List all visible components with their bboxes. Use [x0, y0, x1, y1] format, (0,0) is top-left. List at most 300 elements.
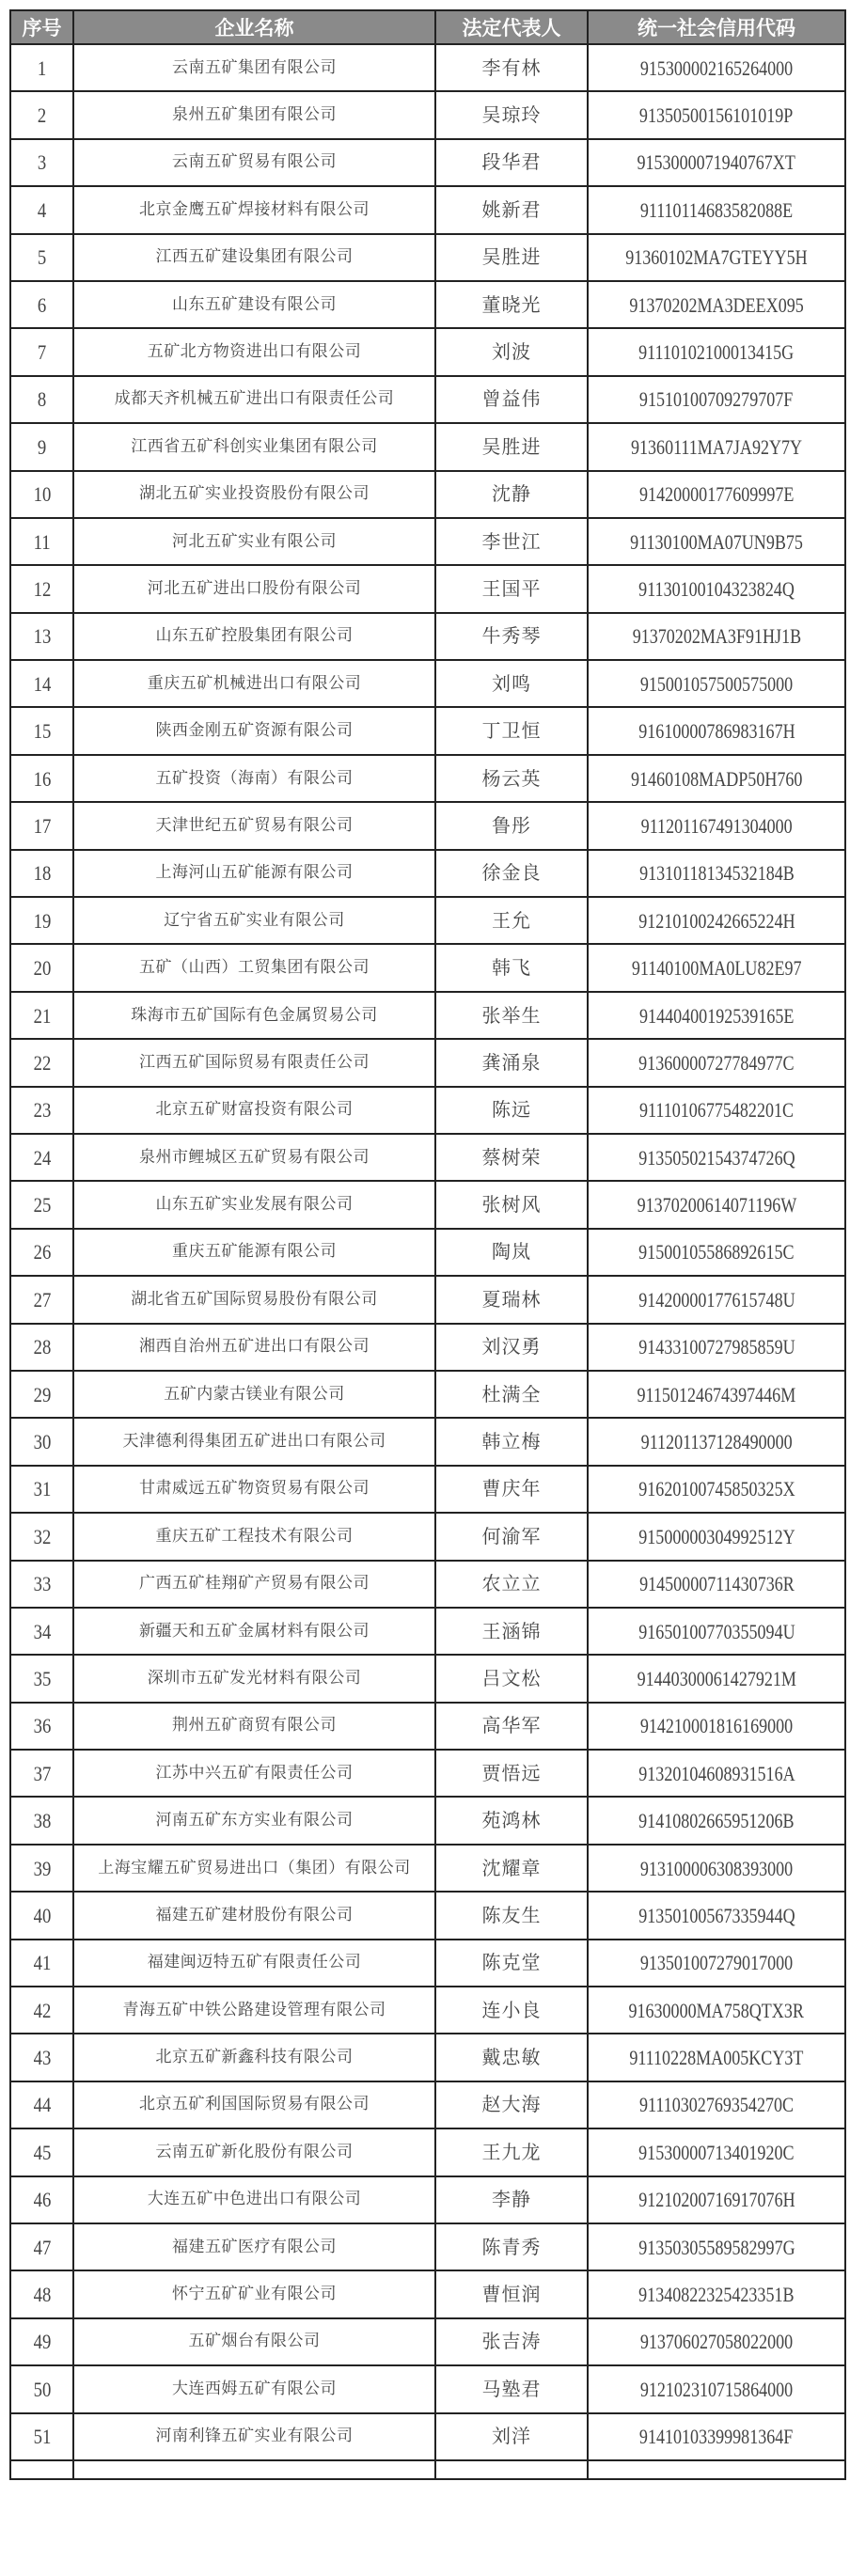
row-seq-cell — [10, 2223, 73, 2270]
legal-representative-cell — [435, 44, 588, 91]
credit-code: 91320104608931516A — [638, 1761, 795, 1785]
company-name: 珠海市五矿国际有色金属贸易公司 — [131, 1005, 378, 1025]
credit-code: 91410802665951206B — [638, 1809, 795, 1833]
company-name: 五矿烟台有限公司 — [188, 2332, 321, 2351]
company-name: 山东五矿实业发展有限公司 — [155, 1195, 354, 1215]
table-row — [10, 2270, 845, 2317]
row-seq-cell — [10, 2128, 73, 2175]
legal-representative: 姚新君 — [481, 197, 542, 221]
legal-representative-cell — [435, 281, 588, 328]
company-name-cell — [73, 613, 435, 660]
table-row — [10, 1608, 845, 1655]
credit-code-cell — [588, 1797, 845, 1844]
company-name: 北京五矿利国国际贸易有限公司 — [139, 2095, 370, 2114]
credit-code: 913100006308393000 — [639, 1856, 794, 1880]
company-name: 山东五矿控股集团有限公司 — [155, 626, 354, 646]
credit-code: 91460108MADP50H760 — [630, 766, 803, 791]
company-name-cell — [73, 91, 435, 138]
legal-representative-cell — [435, 328, 588, 375]
company-name-cell — [73, 1276, 435, 1323]
company-name: 重庆五矿机械进出口有限公司 — [147, 673, 362, 693]
legal-representative: 韩立梅 — [481, 1430, 542, 1453]
credit-code: 91530000713401920C — [638, 2140, 795, 2164]
legal-representative: 王涵锦 — [481, 1619, 542, 1642]
legal-representative-cell — [435, 802, 588, 849]
table-row — [10, 1324, 845, 1371]
credit-code: 91350100567335944Q — [638, 1903, 795, 1927]
credit-code: 91630000MA758QTX3R — [628, 1998, 805, 2022]
credit-code-cell — [588, 2034, 845, 2081]
company-name-cell — [73, 1324, 435, 1371]
row-seq: 49 — [33, 2330, 51, 2354]
legal-representative: 曹庆年 — [481, 1477, 542, 1500]
enterprise-table — [9, 9, 846, 2480]
header-credit-code: 统一社会信用代码 — [588, 10, 845, 44]
company-name: 湖北省五矿国际贸易股份有限公司 — [131, 1289, 378, 1309]
company-name: 上海宝耀五矿贸易进出口（集团）有限公司 — [98, 1858, 411, 1877]
company-name-cell — [73, 2223, 435, 2270]
table-row — [10, 944, 845, 991]
table-row — [10, 660, 845, 707]
row-seq-cell — [10, 1987, 73, 2034]
row-seq-cell — [10, 2318, 73, 2365]
company-name: 新疆天和五矿金属材料有限公司 — [139, 1621, 370, 1641]
empty-cell — [435, 2460, 588, 2479]
company-name: 北京金鹰五矿焊接材料有限公司 — [139, 199, 370, 219]
table-row — [10, 992, 845, 1039]
row-seq-cell — [10, 565, 73, 612]
legal-representative: 刘鸣 — [492, 671, 531, 695]
credit-code: 911201137128490000 — [640, 1430, 793, 1454]
credit-code-cell — [588, 1371, 845, 1418]
company-name-cell — [73, 1466, 435, 1513]
table-row — [10, 755, 845, 802]
empty-cell — [10, 2460, 73, 2479]
row-seq: 34 — [33, 1619, 51, 1643]
company-name-cell — [73, 2413, 435, 2460]
credit-code-cell — [588, 234, 845, 281]
row-seq-cell — [10, 1513, 73, 1560]
credit-code-cell — [588, 91, 845, 138]
credit-code-cell — [588, 471, 845, 518]
legal-representative: 张举生 — [481, 1003, 542, 1027]
table-row — [10, 186, 845, 233]
row-seq-cell — [10, 1655, 73, 1702]
row-seq-cell — [10, 2270, 73, 2317]
legal-representative: 张吉涛 — [481, 2330, 542, 2353]
table-row — [10, 518, 845, 565]
legal-representative-cell — [435, 707, 588, 754]
table-row — [10, 1892, 845, 1939]
legal-representative: 龚涌泉 — [481, 1050, 542, 1074]
credit-code-cell — [588, 897, 845, 944]
company-name-cell — [73, 1134, 435, 1181]
row-seq: 51 — [33, 2425, 51, 2449]
company-name-cell — [73, 376, 435, 423]
company-name: 江西五矿建设集团有限公司 — [155, 247, 354, 267]
company-name: 大连西姆五矿有限公司 — [172, 2379, 337, 2398]
row-seq-cell — [10, 1087, 73, 1134]
company-name: 泉州五矿集团有限公司 — [172, 105, 337, 125]
credit-code: 91440400192539165E — [638, 1003, 795, 1028]
legal-representative-cell — [435, 1276, 588, 1323]
credit-code-cell — [588, 1087, 845, 1134]
table-row — [10, 1655, 845, 1702]
credit-code: 914210001816169000 — [639, 1714, 794, 1738]
company-name: 五矿（山西）工贸集团有限公司 — [139, 958, 370, 978]
table-row — [10, 139, 845, 186]
row-seq-cell — [10, 1418, 73, 1465]
legal-representative-cell — [435, 1608, 588, 1655]
credit-code: 91510100709279707F — [639, 387, 794, 412]
table-row — [10, 2318, 845, 2365]
company-name-cell — [73, 1655, 435, 1702]
company-name-cell — [73, 1608, 435, 1655]
company-name: 河北五矿进出口股份有限公司 — [147, 578, 362, 598]
row-seq-cell — [10, 992, 73, 1039]
legal-representative-cell — [435, 1087, 588, 1134]
credit-code: 91140100MA0LU82E97 — [631, 956, 802, 981]
credit-code-cell — [588, 850, 845, 897]
company-name-cell — [73, 471, 435, 518]
legal-representative: 苑鸿林 — [481, 1809, 542, 1832]
credit-code: 91370202MA3F91HJ1B — [632, 624, 801, 649]
legal-representative-cell — [435, 1940, 588, 1987]
credit-code: 91450000711430736R — [638, 1572, 795, 1596]
legal-representative: 王九龙 — [481, 2140, 542, 2163]
credit-code: 91360111MA7JA92Y7Y — [630, 434, 803, 459]
legal-representative: 牛秀琴 — [481, 624, 542, 648]
company-name-cell — [73, 802, 435, 849]
credit-code-cell — [588, 2318, 845, 2365]
legal-representative-cell — [435, 518, 588, 565]
table-row — [10, 1513, 845, 1560]
row-seq-cell — [10, 1371, 73, 1418]
row-seq: 28 — [33, 1335, 51, 1359]
row-seq: 37 — [33, 1761, 51, 1785]
table-row — [10, 328, 845, 375]
credit-code: 91360102MA7GTEYY5H — [625, 245, 808, 270]
table-header-row — [10, 10, 845, 44]
row-seq: 6 — [37, 292, 47, 317]
company-name: 上海河山五矿能源有限公司 — [155, 863, 354, 883]
row-seq-cell — [10, 944, 73, 991]
row-seq-cell — [10, 1703, 73, 1750]
legal-representative-cell — [435, 1324, 588, 1371]
legal-representative-cell — [435, 186, 588, 233]
company-name-cell — [73, 2034, 435, 2081]
row-seq-cell — [10, 518, 73, 565]
row-seq: 42 — [33, 1998, 51, 2022]
legal-representative-cell — [435, 613, 588, 660]
row-seq: 2 — [37, 103, 47, 128]
legal-representative: 陈青秀 — [481, 2235, 542, 2258]
table-row — [10, 802, 845, 849]
row-seq: 4 — [37, 197, 47, 222]
legal-representative-cell — [435, 1371, 588, 1418]
row-seq-cell — [10, 376, 73, 423]
company-name: 青海五矿中铁公路建设管理有限公司 — [122, 2000, 386, 2019]
company-name: 深圳市五矿发光材料有限公司 — [147, 1668, 362, 1688]
company-name-cell — [73, 707, 435, 754]
credit-code: 91110106775482201C — [638, 1098, 795, 1123]
legal-representative: 沈耀章 — [481, 1856, 542, 1879]
row-seq-cell — [10, 802, 73, 849]
company-name: 云南五矿集团有限公司 — [172, 57, 337, 77]
credit-code: 91500105586892615C — [638, 1240, 795, 1264]
credit-code-cell — [588, 1418, 845, 1465]
company-name-cell — [73, 2318, 435, 2365]
legal-representative-cell — [435, 1750, 588, 1797]
company-name: 北京五矿新鑫科技有限公司 — [155, 2048, 354, 2067]
row-seq: 30 — [33, 1430, 51, 1454]
credit-code: 91110102100013415G — [638, 340, 795, 365]
legal-representative-cell — [435, 2270, 588, 2317]
legal-representative: 李静 — [492, 2188, 531, 2211]
company-name: 云南五矿新化股份有限公司 — [155, 2142, 354, 2161]
legal-representative: 陈远 — [492, 1098, 531, 1122]
row-seq: 25 — [33, 1193, 51, 1217]
credit-code-cell — [588, 44, 845, 91]
credit-code-cell — [588, 1987, 845, 2034]
row-seq-cell — [10, 1608, 73, 1655]
table-row — [10, 897, 845, 944]
row-seq: 46 — [33, 2188, 51, 2212]
row-seq: 40 — [33, 1903, 51, 1927]
credit-code-cell — [588, 1229, 845, 1276]
row-seq-cell — [10, 1466, 73, 1513]
credit-code-cell — [588, 1892, 845, 1939]
company-name: 五矿投资（海南）有限公司 — [155, 768, 354, 788]
company-name: 辽宁省五矿实业有限公司 — [164, 910, 345, 930]
credit-code: 91440300061427921M — [637, 1666, 796, 1690]
legal-representative-cell — [435, 897, 588, 944]
row-seq-cell — [10, 1324, 73, 1371]
company-name-cell — [73, 660, 435, 707]
credit-code: 91433100727985859U — [638, 1335, 795, 1359]
table-row — [10, 707, 845, 754]
credit-code: 91370200614071196W — [637, 1193, 796, 1217]
legal-representative: 戴忠敏 — [481, 2046, 542, 2069]
company-name: 重庆五矿能源有限公司 — [172, 1242, 337, 1262]
table-row — [10, 1750, 845, 1797]
credit-code-cell — [588, 1561, 845, 1608]
company-name: 福建五矿医疗有限公司 — [172, 2237, 337, 2256]
company-name-cell — [73, 992, 435, 1039]
table-row — [10, 2223, 845, 2270]
row-seq: 22 — [33, 1050, 51, 1075]
row-seq-cell — [10, 471, 73, 518]
credit-code: 91620100745850325X — [638, 1477, 795, 1501]
row-seq-cell — [10, 707, 73, 754]
company-name: 福建五矿建材股份有限公司 — [155, 1905, 354, 1924]
company-name-cell — [73, 234, 435, 281]
table-row — [10, 44, 845, 91]
row-seq: 18 — [33, 861, 51, 886]
legal-representative: 王允 — [492, 908, 531, 932]
row-seq: 16 — [33, 766, 51, 791]
table-row — [10, 1134, 845, 1181]
company-name-cell — [73, 1087, 435, 1134]
credit-code-cell — [588, 328, 845, 375]
row-seq: 15 — [33, 719, 51, 744]
company-name-cell — [73, 281, 435, 328]
credit-code-cell — [588, 944, 845, 991]
credit-code-cell — [588, 2081, 845, 2128]
credit-code-cell — [588, 376, 845, 423]
credit-code: 91110228MA005KCY3T — [629, 2046, 804, 2070]
legal-representative: 夏瑞林 — [481, 1287, 542, 1311]
row-seq: 50 — [33, 2377, 51, 2401]
row-seq-cell — [10, 1134, 73, 1181]
legal-representative-cell — [435, 660, 588, 707]
credit-code-cell — [588, 992, 845, 1039]
row-seq: 29 — [33, 1382, 51, 1406]
company-name: 福建闽迈特五矿有限责任公司 — [147, 1953, 362, 1972]
row-seq: 27 — [33, 1287, 51, 1312]
row-seq-cell — [10, 2365, 73, 2412]
company-name-cell — [73, 328, 435, 375]
company-name-cell — [73, 897, 435, 944]
legal-representative: 陈克堂 — [481, 1951, 542, 1974]
legal-representative: 杨云英 — [481, 766, 542, 790]
company-name-cell — [73, 2176, 435, 2223]
legal-representative: 蔡树荣 — [481, 1145, 542, 1169]
company-name-cell — [73, 1418, 435, 1465]
row-seq: 43 — [33, 2046, 51, 2070]
legal-representative: 陈友生 — [481, 1903, 542, 1926]
credit-code-cell — [588, 1466, 845, 1513]
credit-code-cell — [588, 281, 845, 328]
legal-representative-cell — [435, 2128, 588, 2175]
row-seq: 31 — [33, 1477, 51, 1501]
table-row — [10, 281, 845, 328]
table-row — [10, 2128, 845, 2175]
company-name: 江苏中兴五矿有限责任公司 — [155, 1763, 354, 1783]
row-seq-cell — [10, 1940, 73, 1987]
credit-code-cell — [588, 1655, 845, 1702]
company-name: 五矿内蒙古镁业有限公司 — [164, 1384, 345, 1404]
row-seq-cell — [10, 91, 73, 138]
credit-code: 91130100MA07UN9B75 — [630, 529, 803, 554]
row-seq: 38 — [33, 1809, 51, 1833]
table-row-partial — [10, 2460, 845, 2479]
company-name-cell — [73, 755, 435, 802]
row-seq: 45 — [33, 2140, 51, 2164]
legal-representative: 高华军 — [481, 1714, 542, 1737]
row-seq-cell — [10, 2176, 73, 2223]
company-name: 广西五矿桂翔矿产贸易有限公司 — [139, 1574, 370, 1594]
company-name-cell — [73, 2365, 435, 2412]
credit-code: 91420000177609997E — [638, 482, 795, 507]
company-name-cell — [73, 2270, 435, 2317]
legal-representative-cell — [435, 565, 588, 612]
legal-representative-cell — [435, 1039, 588, 1086]
company-name-cell — [73, 1750, 435, 1797]
table-row — [10, 1703, 845, 1750]
company-name-cell — [73, 1513, 435, 1560]
row-seq-cell — [10, 755, 73, 802]
legal-representative-cell — [435, 1797, 588, 1844]
company-name-cell — [73, 565, 435, 612]
legal-representative: 陶岚 — [492, 1240, 531, 1264]
row-seq: 41 — [33, 1951, 51, 1975]
credit-code-cell — [588, 1750, 845, 1797]
row-seq-cell — [10, 660, 73, 707]
company-name-cell — [73, 850, 435, 897]
legal-representative-cell — [435, 234, 588, 281]
row-seq: 17 — [33, 813, 51, 838]
credit-code: 91530000216526400​0 — [639, 55, 794, 80]
company-name-cell — [73, 1987, 435, 2034]
legal-representative: 吴胜进 — [481, 245, 542, 269]
header-company-name: 企业名称 — [73, 10, 435, 44]
legal-representative-cell — [435, 1892, 588, 1939]
table-row — [10, 1039, 845, 1086]
legal-representative-cell — [435, 2318, 588, 2365]
credit-code-cell — [588, 2413, 845, 2460]
table-row — [10, 2081, 845, 2128]
row-seq: 3 — [37, 150, 47, 175]
credit-code: 915300007194076​7XT — [637, 150, 796, 175]
credit-code-cell — [588, 707, 845, 754]
legal-representative: 王国平 — [481, 576, 542, 600]
legal-representative-cell — [435, 2081, 588, 2128]
row-seq: 47 — [33, 2235, 51, 2259]
legal-representative-cell — [435, 1845, 588, 1892]
row-seq: 12 — [33, 576, 51, 601]
table-row — [10, 850, 845, 897]
row-seq-cell — [10, 328, 73, 375]
legal-representative: 丁卫恒 — [481, 719, 542, 743]
legal-representative-cell — [435, 423, 588, 470]
company-name: 河北五矿实业有限公司 — [172, 531, 337, 551]
company-name-cell — [73, 1371, 435, 1418]
row-seq-cell — [10, 1229, 73, 1276]
company-name-cell — [73, 1039, 435, 1086]
credit-code-cell — [588, 660, 845, 707]
row-seq: 9 — [37, 434, 47, 459]
legal-representative-cell — [435, 755, 588, 802]
row-seq: 35 — [33, 1666, 51, 1690]
legal-representative: 贾悟远 — [481, 1761, 542, 1784]
legal-representative: 徐金良 — [481, 861, 542, 885]
row-seq: 8 — [37, 387, 47, 412]
legal-representative-cell — [435, 1703, 588, 1750]
row-seq-cell — [10, 423, 73, 470]
empty-cell — [588, 2460, 845, 2479]
legal-representative-cell — [435, 471, 588, 518]
table-row — [10, 1181, 845, 1228]
company-name: 山东五矿建设有限公司 — [172, 294, 337, 314]
legal-representative: 鲁彤 — [492, 813, 531, 837]
legal-representative-cell — [435, 1181, 588, 1228]
row-seq: 33 — [33, 1572, 51, 1596]
row-seq-cell — [10, 281, 73, 328]
credit-code-cell — [588, 1703, 845, 1750]
row-seq: 39 — [33, 1856, 51, 1880]
legal-representative: 何渝军 — [481, 1524, 542, 1547]
legal-representative: 李有林 — [481, 55, 542, 79]
legal-representative: 杜满全 — [481, 1382, 542, 1406]
legal-representative: 刘洋 — [492, 2425, 531, 2448]
table-row — [10, 1466, 845, 1513]
table-row — [10, 1561, 845, 1608]
row-seq-cell — [10, 1797, 73, 1844]
row-seq: 1 — [37, 55, 47, 80]
company-name-cell — [73, 1940, 435, 1987]
legal-representative: 曹恒润 — [481, 2283, 542, 2306]
